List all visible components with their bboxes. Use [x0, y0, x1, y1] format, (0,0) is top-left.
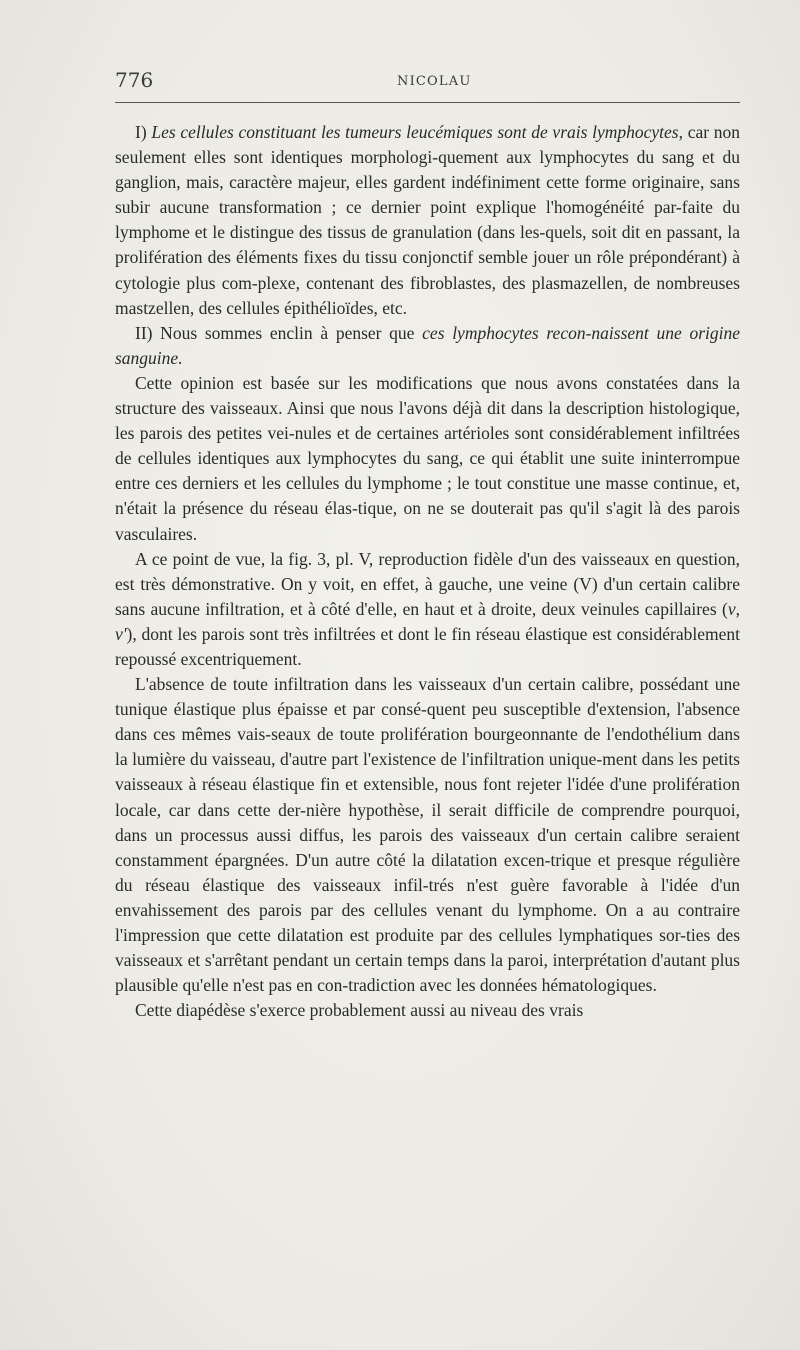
paragraph-2-lead: II) Nous sommes enclin à penser que: [135, 322, 423, 343]
paragraph-1: [115, 120, 740, 321]
paragraph-1-number: I): [135, 122, 152, 142]
paragraph-2: [115, 321, 740, 371]
paragraph-5: L'absence de toute infiltration dans les vaisseaux d'un certain calibre, possédant une tunique élastique plus épaisse et par consé-quent peu susceptible d'extension, l'absence dans ces mêmes vais-seaux de toute prolifération bourgeonnante de l'endothélium dans la lumière du vaisseau, d'autre part l'existence de l'infiltration unique-ment dans les petits vaisseaux à réseau élastique fin et extensible, nous font rejeter l'idée d'une prolifération locale, car dans cette der-nière hypothèse, il serait difficile de comprendre pourquoi, dans un processus aussi diffus, les parois des vaisseaux d'un certain calibre seraient constamment épargnées. D'un autre côté la dilatation excen-trique et presque régulière du réseau élastique des vaisseaux infil-trés n'est guère favorable à l'idée d'un envahissement des parois par des cellules venant du lymphome. On a au contraire l'impression que cette dilatation est produite par des cellules lymphatiques sor-ties des vaisseaux et s'arrêtant pendant un certain temps dans la paroi, interprétation d'autant plus plausible qu'elle n'est pas en con-tradiction avec les données hématologiques.: [115, 674, 740, 996]
paragraph-4-text-b: ), dont les parois sont très infiltrées et dont le fin réseau élastique est considérablement repoussé excentriquement.: [115, 623, 740, 669]
paragraph-4: [115, 547, 740, 672]
paragraph-4-v2: v': [115, 623, 127, 644]
paragraph-1-text: , car non seulement elles sont identiques morphologi-quement aux lymphocytes du sang et du ganglion, mais, caractère majeur, elles gardent indéfiniment cette forme originaire, sans subir aucune transformation ; ce dernier point explique l'homogénéité par-faite du lymphome et le distingue des tissus de granulation (dans les-quels, soit dit en passant, la prolifération des éléments fixes du tissu conjonctif semble jouer un rôle prépondérant) à cytologie plus com-plexe, contenant des fibroblastes, des plasmazellen, de nombreuses mastzellen, des cellules épithélioïdes, etc.: [115, 122, 740, 318]
page-header: [115, 68, 740, 98]
paragraph-1-italic: Les cellules constituant les tumeurs leucémiques sont de vrais lymphocytes: [151, 122, 679, 142]
body-text: [115, 120, 740, 1023]
paragraph-3: Cette opinion est basée sur les modifications que nous avons constatées dans la structure des vaisseaux. Ainsi que nous l'avons déjà dit dans la description histologique, les parois des petites vei-nules et de certaines artérioles sont considérablement infiltrées de cellules identiques aux lymphocytes du sang, ce qui établit une suite ininterrompue entre ces derniers et les cellules du lymphome ; le tout constitue une masse continue, et, n'était la présence du réseau élas-tique, on ne se douterait pas qu'il s'agit là des parois vasculaires.: [115, 372, 740, 544]
page-number: 776: [115, 68, 154, 92]
header-rule: [115, 102, 740, 103]
paragraph-2-italic: ces lymphocytes recon-naissent une origine sanguine.: [115, 322, 740, 368]
paragraph-4-sep: ,: [735, 598, 740, 619]
paragraph-4-v1: v: [727, 598, 736, 619]
running-head: NICOLAU: [397, 74, 472, 89]
paragraph-6: Cette diapédèse s'exerce probablement aussi au niveau des vrais: [135, 1000, 584, 1021]
paragraph-4-text-a: A ce point de vue, la fig. 3, pl. V, reproduction fidèle d'un des vaisseaux en question, est très démonstrative. On y voit, en effet, à gauche, une veine (V) d'un certain calibre sans aucune infiltration, et à côté d'elle, en haut et à droite, deux veinules capillaires (: [115, 548, 740, 619]
